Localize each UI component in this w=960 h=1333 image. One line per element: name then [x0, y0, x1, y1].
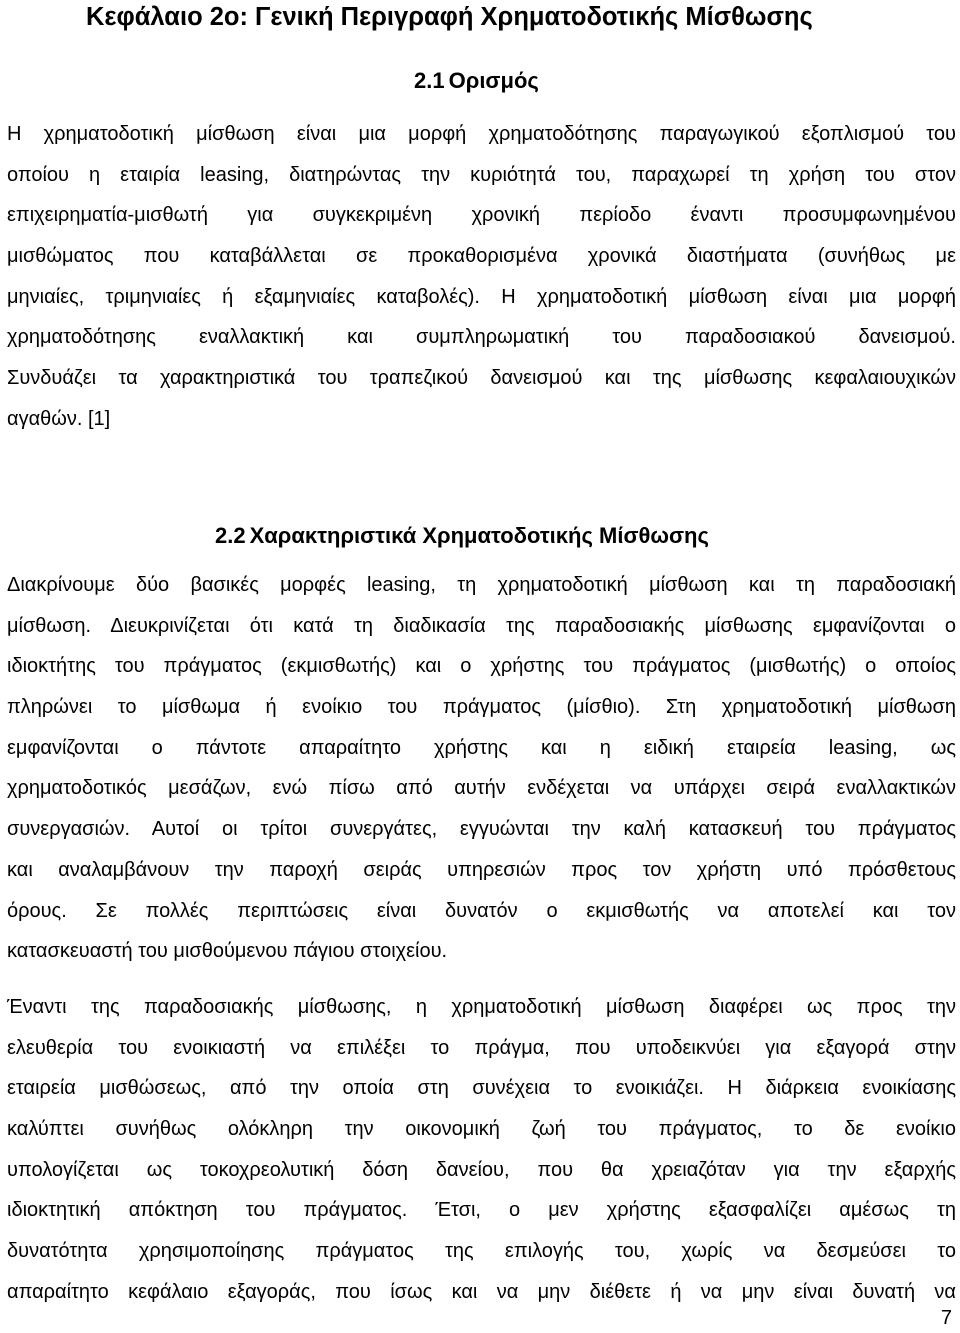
section-number: 2.2 [215, 523, 246, 548]
text-line: μηνιαίες, τριμηνιαίες ή εξαμηνιαίες καταβολές). Η χρηματοδοτική μίσθωση είναι μια μορφή [7, 285, 956, 308]
text-line: Συνδυάζει τα χαρακτηριστικά του τραπεζικού δανεισμού και της μίσθωσης κεφαλαιουχικών [7, 367, 956, 390]
section-heading-definition [414, 66, 539, 96]
text-line: αγαθών. [1] [7, 407, 111, 430]
section-number: 2.1 [414, 68, 445, 93]
characteristics-paragraph-2 [7, 987, 956, 1313]
text-line: επιχειρηματία-μισθωτή για συγκεκριμένη χρονική περίοδο έναντι προσυμφωνημένου [7, 204, 956, 227]
text-line: μισθώματος που καταβάλλεται σε προκαθορισμένα χρονικά διαστήματα (συνήθως με [7, 245, 956, 268]
text-line: Έναντι της παραδοσιακής μίσθωσης, η χρηματοδοτική μίσθωση διαφέρει ως προς την [7, 996, 956, 1018]
text-line: εταιρεία μισθώσεως, από την οποία στη συνέχεια το ενοικιάζει. Η διάρκεια ενοικίασης [7, 1077, 956, 1100]
text-line: Διακρίνουμε δύο βασικές μορφές leasing, τη χρηματοδοτική μίσθωση και τη παραδοσιακή [7, 574, 956, 596]
text-line: εμφανίζονται ο πάντοτε απαραίτητο χρήστης και η ειδική εταιρεία leasing, ως [7, 736, 956, 759]
text-line: κατασκευαστή του μισθούμενου πάγιου στοιχείου. [7, 940, 448, 963]
text-line: πληρώνει το μίσθωμα ή ενοίκιο του πράγματος (μίσθιο). Στη χρηματοδοτική μίσθωση [7, 696, 956, 719]
page-number: 7 [940, 1307, 952, 1329]
text-line: υπολογίζεται ως τοκοχρεολυτική δόση δανείου, που θα χρειαζόταν για την εξαρχής [7, 1158, 956, 1181]
section-title: Ορισμός [448, 68, 539, 93]
text-line: και αναλαμβάνουν την παροχή σειράς υπηρεσιών προς τον χρήστη υπό πρόσθετους [7, 858, 956, 881]
text-line: Η χρηματοδοτική μίσθωση είναι μια μορφή χρηματοδότησης παραγωγικού εξοπλισμού του [7, 123, 956, 145]
text-line: ιδιοκτήτης του πράγματος (εκμισθωτής) και ο χρήστης του πράγματος (μισθωτής) ο οποίος [7, 655, 956, 678]
text-line: καλύπτει συνήθως ολόκληρη την οικονομική ζωή του πράγματος, το δε ενοίκιο [7, 1118, 956, 1141]
section-title: Χαρακτηριστικά Χρηματοδοτικής Μίσθωσης [249, 523, 709, 548]
text-line: οποίου η εταιρία leasing, διατηρώντας την κυριότητά του, παραχωρεί τη χρήση του στον [7, 163, 956, 186]
characteristics-paragraph-1 [7, 565, 956, 972]
text-line: μίσθωση. Διευκρινίζεται ότι κατά τη διαδικασία της παραδοσιακής μίσθωσης εμφανίζονται ο [7, 614, 956, 637]
text-line: όρους. Σε πολλές περιπτώσεις είναι δυνατόν ο εκμισθωτής να αποτελεί και τον [7, 899, 956, 922]
definition-paragraph [7, 114, 956, 440]
text-line: απαραίτητο κεφάλαιο εξαγοράς, που ίσως και να μην διέθετε ή να μην είναι δυνατή να [7, 1280, 956, 1303]
text-line: ελευθερία του ενοικιαστή να επιλέξει το πράγμα, που υποδεικνύει για εξαγορά στην [7, 1036, 956, 1059]
text-line: χρηματοδοτικός μεσάζων, ενώ πίσω από αυτήν ενδέχεται να υπάρχει σειρά εναλλακτικών [7, 777, 956, 800]
chapter-title: Κεφάλαιο 2ο: Γενική Περιγραφή Χρηματοδοτικής Μίσθωσης [86, 3, 813, 31]
text-line: χρηματοδότησης εναλλακτική και συμπληρωματική του παραδοσιακού δανεισμού. [7, 326, 956, 349]
text-line: ιδιοκτητική απόκτηση του πράγματος. Έτσι, ο μεν χρήστης εξασφαλίζει αμέσως τη [7, 1199, 956, 1222]
text-line: συνεργασιών. Αυτοί οι τρίτοι συνεργάτες, εγγυώνται την καλή κατασκευή του πράγματος [7, 818, 956, 841]
text-line: δυνατότητα χρησιμοποίησης πράγματος της επιλογής του, χωρίς να δεσμεύσει το [7, 1240, 956, 1263]
section-heading-characteristics [215, 521, 709, 551]
